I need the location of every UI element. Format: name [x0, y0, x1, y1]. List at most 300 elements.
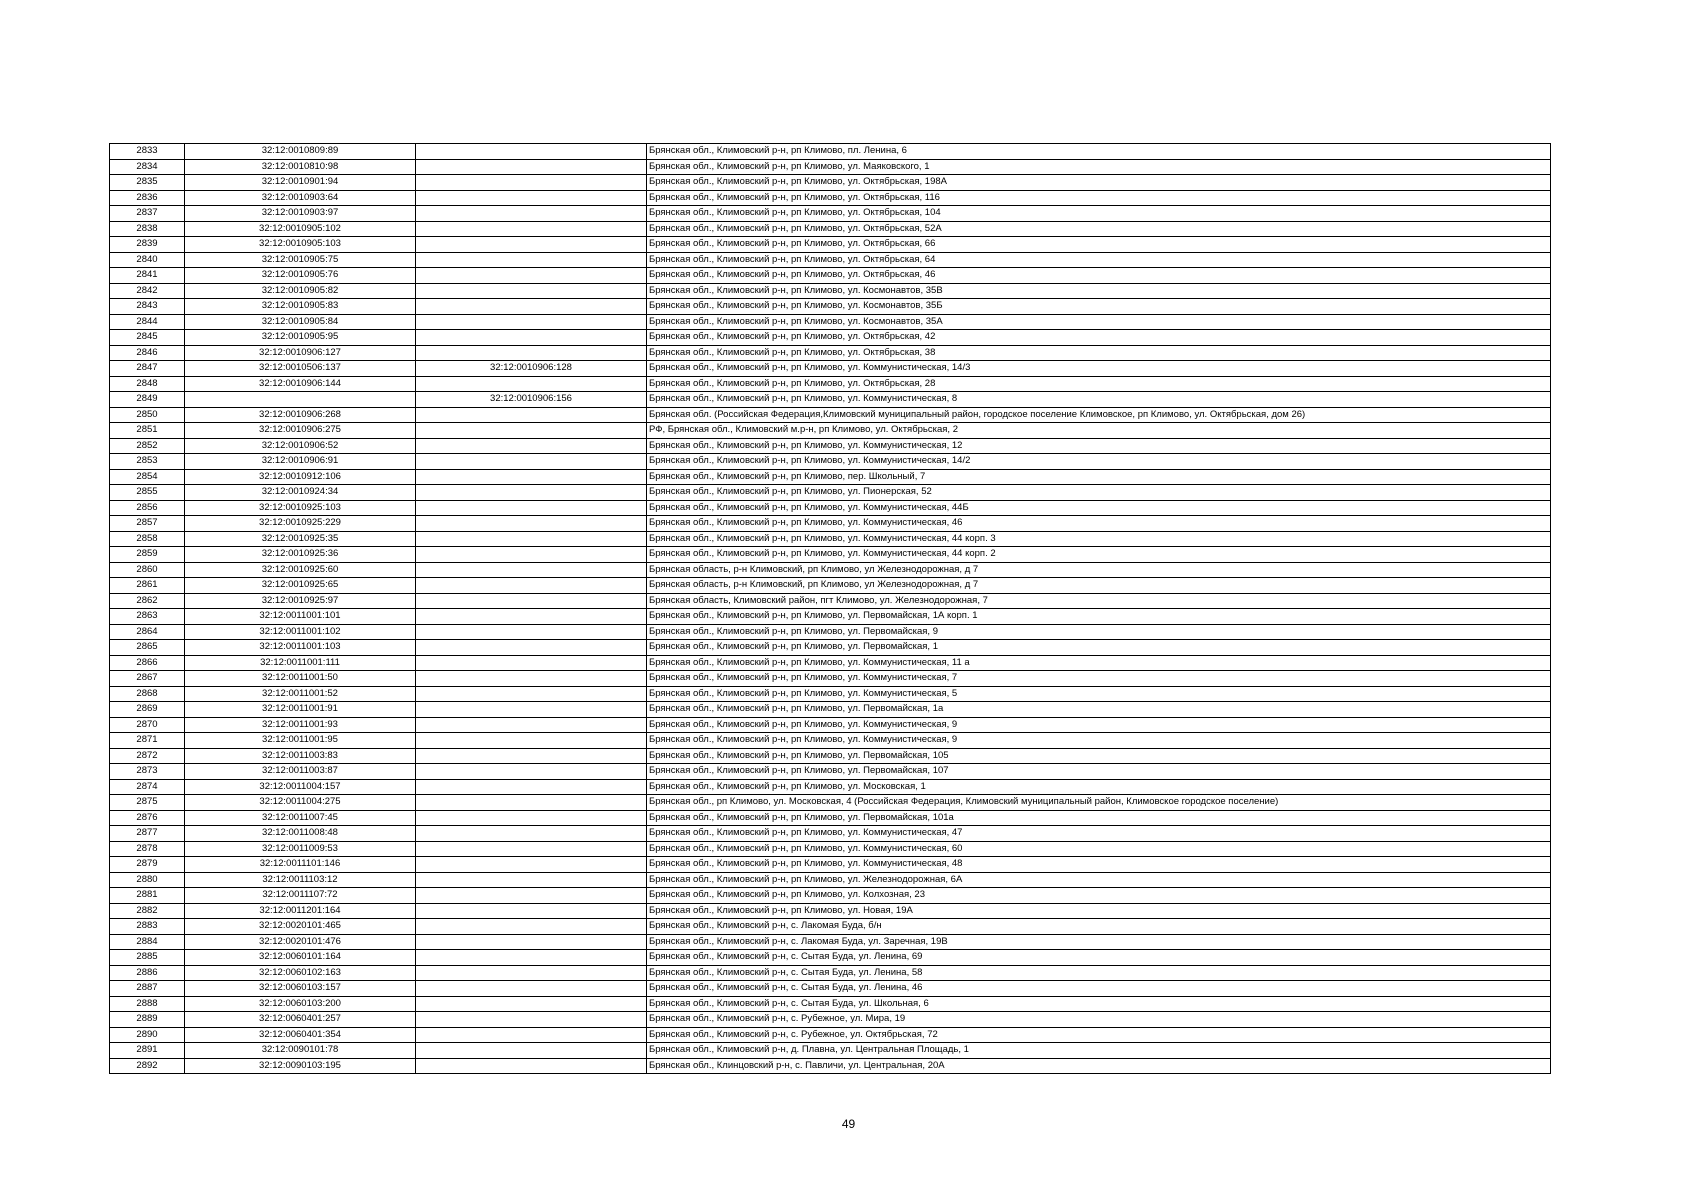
cadastral-number-cell: 32:12:0011001:91: [185, 702, 416, 718]
table-row: [110, 283, 1551, 299]
related-cadastral-number-cell: [416, 175, 647, 191]
related-cadastral-number-cell: [416, 454, 647, 470]
table-row: [110, 671, 1551, 687]
table-row: [110, 578, 1551, 594]
row-number-cell: 2855: [110, 485, 185, 501]
cadastral-number-cell: 32:12:0020101:465: [185, 919, 416, 935]
row-number-cell: 2837: [110, 206, 185, 222]
cadastral-number-cell: 32:12:0010906:127: [185, 345, 416, 361]
table-row: [110, 624, 1551, 640]
cadastral-number-cell: [185, 392, 416, 408]
cadastral-number-cell: 32:12:0010905:102: [185, 221, 416, 237]
cadastral-number-cell: 32:12:0011004:157: [185, 779, 416, 795]
cadastral-number-cell: 32:12:0010925:35: [185, 531, 416, 547]
table-row: [110, 950, 1551, 966]
cadastral-number-cell: 32:12:0010906:275: [185, 423, 416, 439]
table-row: [110, 469, 1551, 485]
cadastral-number-cell: 32:12:0010905:76: [185, 268, 416, 284]
related-cadastral-number-cell: [416, 221, 647, 237]
row-number-cell: 2888: [110, 996, 185, 1012]
table-row: [110, 702, 1551, 718]
table-row: [110, 438, 1551, 454]
cadastral-number-cell: 32:12:0010905:103: [185, 237, 416, 253]
cadastral-number-cell: 32:12:0010905:82: [185, 283, 416, 299]
address-cell: Брянская обл., Климовский р-н, рп Климово, ул. Октябрьская, 198А: [647, 175, 1551, 191]
related-cadastral-number-cell: [416, 1058, 647, 1074]
related-cadastral-number-cell: [416, 686, 647, 702]
table-row: [110, 1043, 1551, 1059]
address-cell: Брянская обл., Клинцовский р-н, с. Павличи, ул. Центральная, 20А: [647, 1058, 1551, 1074]
row-number-cell: 2834: [110, 159, 185, 175]
related-cadastral-number-cell: [416, 330, 647, 346]
cadastral-number-cell: 32:12:0010925:65: [185, 578, 416, 594]
row-number-cell: 2851: [110, 423, 185, 439]
related-cadastral-number-cell: [416, 562, 647, 578]
table-row: [110, 919, 1551, 935]
related-cadastral-number-cell: [416, 376, 647, 392]
related-cadastral-number-cell: [416, 438, 647, 454]
related-cadastral-number-cell: [416, 407, 647, 423]
row-number-cell: 2850: [110, 407, 185, 423]
table-row: [110, 252, 1551, 268]
cadastral-number-cell: 32:12:0010925:60: [185, 562, 416, 578]
address-cell: Брянская обл., Климовский р-н, рп Климово, ул. Октябрьская, 66: [647, 237, 1551, 253]
cadastral-number-cell: 32:12:0010810:98: [185, 159, 416, 175]
related-cadastral-number-cell: [416, 981, 647, 997]
table-row: [110, 190, 1551, 206]
address-cell: Брянская обл., Климовский р-н, рп Климово, ул. Первомайская, 101а: [647, 810, 1551, 826]
table-row: [110, 237, 1551, 253]
row-number-cell: 2865: [110, 640, 185, 656]
cadastral-number-cell: 32:12:0010906:268: [185, 407, 416, 423]
related-cadastral-number-cell: [416, 965, 647, 981]
cadastral-number-cell: 32:12:0011001:50: [185, 671, 416, 687]
related-cadastral-number-cell: [416, 423, 647, 439]
cadastral-number-cell: 32:12:0010901:94: [185, 175, 416, 191]
row-number-cell: 2854: [110, 469, 185, 485]
row-number-cell: 2847: [110, 361, 185, 377]
table-row: [110, 330, 1551, 346]
related-cadastral-number-cell: [416, 857, 647, 873]
cadastral-number-cell: 32:12:0010925:103: [185, 500, 416, 516]
table-row: [110, 531, 1551, 547]
cadastral-number-cell: 32:12:0060101:164: [185, 950, 416, 966]
cadastral-number-cell: 32:12:0010925:97: [185, 593, 416, 609]
row-number-cell: 2879: [110, 857, 185, 873]
row-number-cell: 2870: [110, 717, 185, 733]
related-cadastral-number-cell: [416, 826, 647, 842]
address-cell: Брянская обл., Климовский р-н, рп Климово, ул. Коммунистическая, 9: [647, 717, 1551, 733]
address-cell: Брянская обл., Климовский р-н, рп Климово, ул. Коммунистическая, 9: [647, 733, 1551, 749]
cadastral-number-cell: 32:12:0011103:12: [185, 872, 416, 888]
related-cadastral-number-cell: [416, 485, 647, 501]
cadastral-number-cell: 32:12:0010912:106: [185, 469, 416, 485]
page-number: 49: [841, 1117, 856, 1131]
row-number-cell: 2835: [110, 175, 185, 191]
row-number-cell: 2881: [110, 888, 185, 904]
address-cell: Брянская обл., Климовский р-н, рп Климово, ул. Первомайская, 1а: [647, 702, 1551, 718]
row-number-cell: 2845: [110, 330, 185, 346]
row-number-cell: 2890: [110, 1027, 185, 1043]
related-cadastral-number-cell: [416, 252, 647, 268]
related-cadastral-number-cell: [416, 1027, 647, 1043]
related-cadastral-number-cell: [416, 640, 647, 656]
cadastral-number-cell: 32:12:0011101:146: [185, 857, 416, 873]
address-cell: Брянская обл., Климовский р-н, рп Климово, ул. Октябрьская, 42: [647, 330, 1551, 346]
address-cell: Брянская обл., Климовский р-н, с. Лакомая Буда, б/н: [647, 919, 1551, 935]
table-row: [110, 733, 1551, 749]
address-cell: Брянская обл., Климовский р-н, с. Рубежное, ул. Мира, 19: [647, 1012, 1551, 1028]
cadastral-number-cell: 32:12:0011008:48: [185, 826, 416, 842]
table-row: [110, 826, 1551, 842]
address-cell: Брянская обл., Климовский р-н, рп Климово, ул. Коммунистическая, 44Б: [647, 500, 1551, 516]
address-cell: Брянская обл., Климовский р-н, рп Климово, ул. Октябрьская, 28: [647, 376, 1551, 392]
row-number-cell: 2856: [110, 500, 185, 516]
cadastral-number-cell: 32:12:0011001:111: [185, 655, 416, 671]
address-cell: Брянская обл., Климовский р-н, рп Климово, ул. Первомайская, 1А корп. 1: [647, 609, 1551, 625]
address-cell: Брянская обл., рп Климово, ул. Московская, 4 (Российская Федерация, Климовский муниципальный район, Климовское городское поселение): [647, 795, 1551, 811]
table-row: [110, 981, 1551, 997]
cadastral-number-cell: 32:12:0020101:476: [185, 934, 416, 950]
row-number-cell: 2836: [110, 190, 185, 206]
cadastral-number-cell: 32:12:0010905:84: [185, 314, 416, 330]
table-row: [110, 407, 1551, 423]
related-cadastral-number-cell: [416, 655, 647, 671]
table-row: [110, 717, 1551, 733]
address-cell: Брянская обл., Климовский р-н, д. Плавна, ул. Центральная Площадь, 1: [647, 1043, 1551, 1059]
address-cell: Брянская обл., Климовский р-н, рп Климово, ул. Коммунистическая, 44 корп. 3: [647, 531, 1551, 547]
row-number-cell: 2867: [110, 671, 185, 687]
table-row: [110, 934, 1551, 950]
cadastral-number-cell: 32:12:0011004:275: [185, 795, 416, 811]
cadastral-number-cell: 32:12:0011003:83: [185, 748, 416, 764]
table-row: [110, 206, 1551, 222]
row-number-cell: 2871: [110, 733, 185, 749]
row-number-cell: 2853: [110, 454, 185, 470]
address-cell: Брянская обл., Климовский р-н, рп Климово, ул. Коммунистическая, 12: [647, 438, 1551, 454]
row-number-cell: 2842: [110, 283, 185, 299]
address-cell: Брянская обл., Климовский р-н, рп Климово, ул. Космонавтов, 35В: [647, 283, 1551, 299]
related-cadastral-number-cell: [416, 1012, 647, 1028]
related-cadastral-number-cell: [416, 314, 647, 330]
related-cadastral-number-cell: [416, 299, 647, 315]
address-cell: Брянская обл., Климовский р-н, рп Климово, ул. Московская, 1: [647, 779, 1551, 795]
row-number-cell: 2878: [110, 841, 185, 857]
cadastral-number-cell: 32:12:0010906:52: [185, 438, 416, 454]
row-number-cell: 2849: [110, 392, 185, 408]
row-number-cell: 2846: [110, 345, 185, 361]
address-cell: Брянская обл., Климовский р-н, с. Лакомая Буда, ул. Заречная, 19В: [647, 934, 1551, 950]
related-cadastral-number-cell: [416, 345, 647, 361]
address-cell: Брянская обл., Климовский р-н, с. Сытая Буда, ул. Ленина, 46: [647, 981, 1551, 997]
row-number-cell: 2883: [110, 919, 185, 935]
cadastral-number-cell: 32:12:0090101:78: [185, 1043, 416, 1059]
cadastral-number-cell: 32:12:0010925:36: [185, 547, 416, 563]
address-cell: Брянская обл., Климовский р-н, рп Климово, ул. Октябрьская, 38: [647, 345, 1551, 361]
cadastral-number-cell: 32:12:0011001:101: [185, 609, 416, 625]
table-row: [110, 1058, 1551, 1074]
address-cell: Брянская обл., Климовский р-н, рп Климово, ул. Октябрьская, 116: [647, 190, 1551, 206]
table-row: [110, 872, 1551, 888]
address-cell: Брянская обл., Климовский р-н, рп Климово, ул. Коммунистическая, 11 а: [647, 655, 1551, 671]
related-cadastral-number-cell: [416, 609, 647, 625]
row-number-cell: 2887: [110, 981, 185, 997]
cadastral-number-cell: 32:12:0011001:52: [185, 686, 416, 702]
row-number-cell: 2892: [110, 1058, 185, 1074]
address-cell: Брянская обл., Климовский р-н, с. Сытая Буда, ул. Ленина, 58: [647, 965, 1551, 981]
table-row: [110, 392, 1551, 408]
address-cell: Брянская обл., Климовский р-н, рп Климово, ул. Коммунистическая, 8: [647, 392, 1551, 408]
row-number-cell: 2860: [110, 562, 185, 578]
related-cadastral-number-cell: [416, 671, 647, 687]
table-row: [110, 485, 1551, 501]
table-row: [110, 361, 1551, 377]
cadastral-number-cell: 32:12:0060103:157: [185, 981, 416, 997]
related-cadastral-number-cell: [416, 1043, 647, 1059]
related-cadastral-number-cell: [416, 268, 647, 284]
table-row: [110, 159, 1551, 175]
row-number-cell: 2884: [110, 934, 185, 950]
related-cadastral-number-cell: [416, 593, 647, 609]
related-cadastral-number-cell: [416, 950, 647, 966]
address-cell: Брянская обл., Климовский р-н, рп Климово, ул. Октябрьская, 104: [647, 206, 1551, 222]
address-cell: Брянская обл., Климовский р-н, рп Климово, ул. Первомайская, 1: [647, 640, 1551, 656]
address-cell: Брянская обл., Климовский р-н, рп Климово, пер. Школьный, 7: [647, 469, 1551, 485]
table-row: [110, 268, 1551, 284]
row-number-cell: 2866: [110, 655, 185, 671]
related-cadastral-number-cell: 32:12:0010906:128: [416, 361, 647, 377]
address-cell: Брянская обл., Климовский р-н, рп Климово, ул. Первомайская, 9: [647, 624, 1551, 640]
table-row: [110, 345, 1551, 361]
cadastral-number-cell: 32:12:0010905:95: [185, 330, 416, 346]
cadastral-number-cell: 32:12:0010906:144: [185, 376, 416, 392]
cadastral-number-cell: 32:12:0011001:95: [185, 733, 416, 749]
row-number-cell: 2886: [110, 965, 185, 981]
address-cell: Брянская обл., Климовский р-н, рп Климово, ул. Октябрьская, 46: [647, 268, 1551, 284]
row-number-cell: 2862: [110, 593, 185, 609]
related-cadastral-number-cell: [416, 516, 647, 532]
cadastral-number-cell: 32:12:0010506:137: [185, 361, 416, 377]
table-row: [110, 609, 1551, 625]
table-row: [110, 221, 1551, 237]
cadastral-number-cell: 32:12:0010925:229: [185, 516, 416, 532]
cadastral-number-cell: 32:12:0060401:354: [185, 1027, 416, 1043]
table-row: [110, 888, 1551, 904]
row-number-cell: 2839: [110, 237, 185, 253]
address-cell: Брянская обл., Климовский р-н, рп Климово, ул. Октябрьская, 64: [647, 252, 1551, 268]
cadastral-number-cell: 32:12:0060401:257: [185, 1012, 416, 1028]
related-cadastral-number-cell: [416, 547, 647, 563]
cadastral-number-cell: 32:12:0011107:72: [185, 888, 416, 904]
row-number-cell: 2872: [110, 748, 185, 764]
cadastral-number-cell: 32:12:0011001:93: [185, 717, 416, 733]
address-cell: Брянская обл., Климовский р-н, рп Климово, ул. Космонавтов, 35А: [647, 314, 1551, 330]
related-cadastral-number-cell: [416, 717, 647, 733]
address-cell: Брянская обл., Климовский р-н, рп Климово, ул. Коммунистическая, 46: [647, 516, 1551, 532]
address-cell: Брянская обл. (Российская Федерация,Климовский муниципальный район, городское поселение Климовское, рп Климово, ул. Октябрьская, дом 26): [647, 407, 1551, 423]
related-cadastral-number-cell: [416, 996, 647, 1012]
row-number-cell: 2882: [110, 903, 185, 919]
related-cadastral-number-cell: [416, 888, 647, 904]
row-number-cell: 2844: [110, 314, 185, 330]
row-number-cell: 2859: [110, 547, 185, 563]
table-row: [110, 903, 1551, 919]
address-cell: Брянская обл., Климовский р-н, с. Сытая Буда, ул. Ленина, 69: [647, 950, 1551, 966]
related-cadastral-number-cell: [416, 795, 647, 811]
address-cell: Брянская обл., Климовский р-н, рп Климово, ул. Железнодорожная, 6А: [647, 872, 1551, 888]
table-row: [110, 1012, 1551, 1028]
table-row: [110, 640, 1551, 656]
related-cadastral-number-cell: [416, 748, 647, 764]
address-cell: Брянская обл., Климовский р-н, рп Климово, ул. Пионерская, 52: [647, 485, 1551, 501]
address-cell: Брянская обл., Климовский р-н, с. Рубежное, ул. Октябрьская, 72: [647, 1027, 1551, 1043]
related-cadastral-number-cell: [416, 206, 647, 222]
row-number-cell: 2873: [110, 764, 185, 780]
address-cell: Брянская обл., Климовский р-н, рп Климово, ул. Коммунистическая, 7: [647, 671, 1551, 687]
table-row: [110, 779, 1551, 795]
address-cell: Брянская обл., Климовский р-н, рп Климово, ул. Космонавтов, 35Б: [647, 299, 1551, 315]
address-cell: Брянская обл., Климовский р-н, рп Климово, ул. Коммунистическая, 14/2: [647, 454, 1551, 470]
address-cell: РФ, Брянская обл., Климовский м.р-н, рп Климово, ул. Октябрьская, 2: [647, 423, 1551, 439]
related-cadastral-number-cell: [416, 872, 647, 888]
table-row: [110, 686, 1551, 702]
table-row: [110, 144, 1551, 160]
table-row: [110, 175, 1551, 191]
related-cadastral-number-cell: [416, 919, 647, 935]
row-number-cell: 2877: [110, 826, 185, 842]
cadastral-number-cell: 32:12:0010809:89: [185, 144, 416, 160]
address-cell: Брянская обл., Климовский р-н, рп Климово, ул. Коммунистическая, 60: [647, 841, 1551, 857]
row-number-cell: 2876: [110, 810, 185, 826]
cadastral-number-cell: 32:12:0010906:91: [185, 454, 416, 470]
address-cell: Брянская обл., Климовский р-н, рп Климово, ул. Маяковского, 1: [647, 159, 1551, 175]
cadastral-number-cell: 32:12:0010903:64: [185, 190, 416, 206]
related-cadastral-number-cell: [416, 903, 647, 919]
cadastral-number-cell: 32:12:0011007:45: [185, 810, 416, 826]
table-row: [110, 376, 1551, 392]
address-cell: Брянская обл., Климовский р-н, рп Климово, ул. Первомайская, 105: [647, 748, 1551, 764]
table-row: [110, 593, 1551, 609]
row-number-cell: 2885: [110, 950, 185, 966]
related-cadastral-number-cell: [416, 190, 647, 206]
row-number-cell: 2869: [110, 702, 185, 718]
related-cadastral-number-cell: 32:12:0010906:156: [416, 392, 647, 408]
address-cell: Брянская обл., Климовский р-н, рп Климово, ул. Колхозная, 23: [647, 888, 1551, 904]
address-cell: Брянская обл., Климовский р-н, рп Климово, пл. Ленина, 6: [647, 144, 1551, 160]
table-row: [110, 423, 1551, 439]
related-cadastral-number-cell: [416, 469, 647, 485]
address-cell: Брянская обл., Климовский р-н, с. Сытая Буда, ул. Школьная, 6: [647, 996, 1551, 1012]
table-row: [110, 516, 1551, 532]
cadastral-number-cell: 32:12:0010905:75: [185, 252, 416, 268]
row-number-cell: 2858: [110, 531, 185, 547]
cadastral-number-cell: 32:12:0060102:163: [185, 965, 416, 981]
address-cell: Брянская обл., Климовский р-н, рп Климово, ул. Первомайская, 107: [647, 764, 1551, 780]
registry-body: [110, 144, 1551, 1074]
related-cadastral-number-cell: [416, 237, 647, 253]
address-cell: Брянская обл., Климовский р-н, рп Климово, ул. Коммунистическая, 5: [647, 686, 1551, 702]
table-row: [110, 1027, 1551, 1043]
address-cell: Брянская обл., Климовский р-н, рп Климово, ул. Коммунистическая, 14/3: [647, 361, 1551, 377]
related-cadastral-number-cell: [416, 500, 647, 516]
cadastral-number-cell: 32:12:0010903:97: [185, 206, 416, 222]
row-number-cell: 2838: [110, 221, 185, 237]
table-row: [110, 795, 1551, 811]
row-number-cell: 2833: [110, 144, 185, 160]
cadastral-number-cell: 32:12:0011001:103: [185, 640, 416, 656]
cadastral-number-cell: 32:12:0011009:53: [185, 841, 416, 857]
related-cadastral-number-cell: [416, 702, 647, 718]
cadastral-number-cell: 32:12:0010905:83: [185, 299, 416, 315]
address-cell: Брянская обл., Климовский р-н, рп Климово, ул. Коммунистическая, 48: [647, 857, 1551, 873]
row-number-cell: 2874: [110, 779, 185, 795]
address-cell: Брянская область, р-н Климовский, рп Климово, ул Железнодорожная, д 7: [647, 562, 1551, 578]
address-cell: Брянская обл., Климовский р-н, рп Климово, ул. Октябрьская, 52А: [647, 221, 1551, 237]
row-number-cell: 2863: [110, 609, 185, 625]
related-cadastral-number-cell: [416, 578, 647, 594]
row-number-cell: 2891: [110, 1043, 185, 1059]
table-row: [110, 841, 1551, 857]
address-cell: Брянская область, Климовский район, пгт Климово, ул. Железнодорожная, 7: [647, 593, 1551, 609]
cadastral-number-cell: 32:12:0011003:87: [185, 764, 416, 780]
cadastral-number-cell: 32:12:0090103:195: [185, 1058, 416, 1074]
related-cadastral-number-cell: [416, 283, 647, 299]
table-row: [110, 810, 1551, 826]
address-cell: Брянская обл., Климовский р-н, рп Климово, ул. Коммунистическая, 44 корп. 2: [647, 547, 1551, 563]
cadastral-number-cell: 32:12:0011001:102: [185, 624, 416, 640]
row-number-cell: 2861: [110, 578, 185, 594]
property-registry-table: [109, 143, 1551, 1074]
row-number-cell: 2880: [110, 872, 185, 888]
row-number-cell: 2864: [110, 624, 185, 640]
address-cell: Брянская обл., Климовский р-н, рп Климово, ул. Коммунистическая, 47: [647, 826, 1551, 842]
row-number-cell: 2843: [110, 299, 185, 315]
row-number-cell: 2857: [110, 516, 185, 532]
related-cadastral-number-cell: [416, 841, 647, 857]
table-row: [110, 996, 1551, 1012]
table-row: [110, 655, 1551, 671]
cadastral-number-cell: 32:12:0011201:164: [185, 903, 416, 919]
row-number-cell: 2868: [110, 686, 185, 702]
table-row: [110, 857, 1551, 873]
related-cadastral-number-cell: [416, 733, 647, 749]
related-cadastral-number-cell: [416, 764, 647, 780]
cadastral-number-cell: 32:12:0060103:200: [185, 996, 416, 1012]
address-cell: Брянская область, р-н Климовский, рп Климово, ул Железнодорожная, д 7: [647, 578, 1551, 594]
row-number-cell: 2841: [110, 268, 185, 284]
table-row: [110, 965, 1551, 981]
row-number-cell: 2889: [110, 1012, 185, 1028]
row-number-cell: 2875: [110, 795, 185, 811]
cadastral-number-cell: 32:12:0010924:34: [185, 485, 416, 501]
related-cadastral-number-cell: [416, 779, 647, 795]
table-row: [110, 562, 1551, 578]
table-row: [110, 454, 1551, 470]
related-cadastral-number-cell: [416, 159, 647, 175]
related-cadastral-number-cell: [416, 531, 647, 547]
table-row: [110, 500, 1551, 516]
related-cadastral-number-cell: [416, 624, 647, 640]
related-cadastral-number-cell: [416, 934, 647, 950]
related-cadastral-number-cell: [416, 810, 647, 826]
table-row: [110, 764, 1551, 780]
table-row: [110, 748, 1551, 764]
table-row: [110, 314, 1551, 330]
table-row: [110, 547, 1551, 563]
related-cadastral-number-cell: [416, 144, 647, 160]
row-number-cell: 2840: [110, 252, 185, 268]
row-number-cell: 2852: [110, 438, 185, 454]
